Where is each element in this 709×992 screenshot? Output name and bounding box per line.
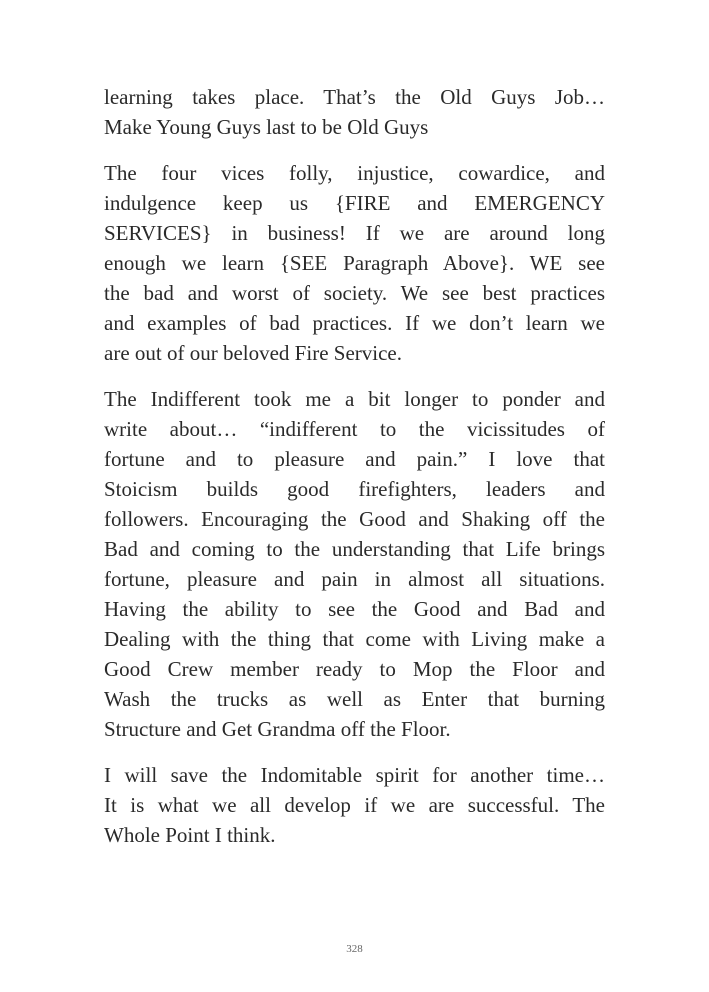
text-line: and examples of bad practices. If we don’t learn we bbox=[104, 311, 605, 335]
text-line: Dealing with the thing that come with Living make a bbox=[104, 627, 605, 651]
text-line: It is what we all develop if we are successful. The bbox=[104, 793, 605, 817]
text-line: I will save the Indomitable spirit for another time… bbox=[104, 763, 605, 787]
text-line: Make Young Guys last to be Old Guys bbox=[104, 115, 429, 139]
text-line: learning takes place. That’s the Old Guys Job… bbox=[104, 85, 605, 109]
text-line: Stoicism builds good firefighters, leaders and bbox=[104, 477, 605, 501]
text-line: SERVICES} in business! If we are around long bbox=[104, 221, 605, 245]
paragraph-4 bbox=[104, 760, 605, 850]
paragraph-2 bbox=[104, 158, 605, 368]
text-line: Wash the trucks as well as Enter that burning bbox=[104, 687, 605, 711]
page-body bbox=[104, 82, 605, 866]
text-line: the bad and worst of society. We see best practices bbox=[104, 281, 605, 305]
text-line: indulgence keep us {FIRE and EMERGENCY bbox=[104, 191, 605, 215]
text-line: enough we learn {SEE Paragraph Above}. WE see bbox=[104, 251, 605, 275]
text-line: Bad and coming to the understanding that Life brings bbox=[104, 537, 605, 561]
paragraph-1 bbox=[104, 82, 605, 142]
text-line: Having the ability to see the Good and Bad and bbox=[104, 597, 605, 621]
text-line: fortune and to pleasure and pain.” I love that bbox=[104, 447, 605, 471]
text-line: Structure and Get Grandma off the Floor. bbox=[104, 717, 451, 741]
text-line: The Indifferent took me a bit longer to ponder and bbox=[104, 387, 605, 411]
page-number: 328 bbox=[346, 943, 363, 955]
text-line: The four vices folly, injustice, cowardice, and bbox=[104, 161, 605, 185]
paragraph-3 bbox=[104, 384, 605, 744]
text-line: followers. Encouraging the Good and Shaking off the bbox=[104, 507, 605, 531]
text-line: write about… “indifferent to the vicissitudes of bbox=[104, 417, 605, 441]
text-line: Whole Point I think. bbox=[104, 823, 276, 847]
text-line: are out of our beloved Fire Service. bbox=[104, 341, 402, 365]
text-line: fortune, pleasure and pain in almost all situations. bbox=[104, 567, 605, 591]
text-line: Good Crew member ready to Mop the Floor and bbox=[104, 657, 605, 681]
